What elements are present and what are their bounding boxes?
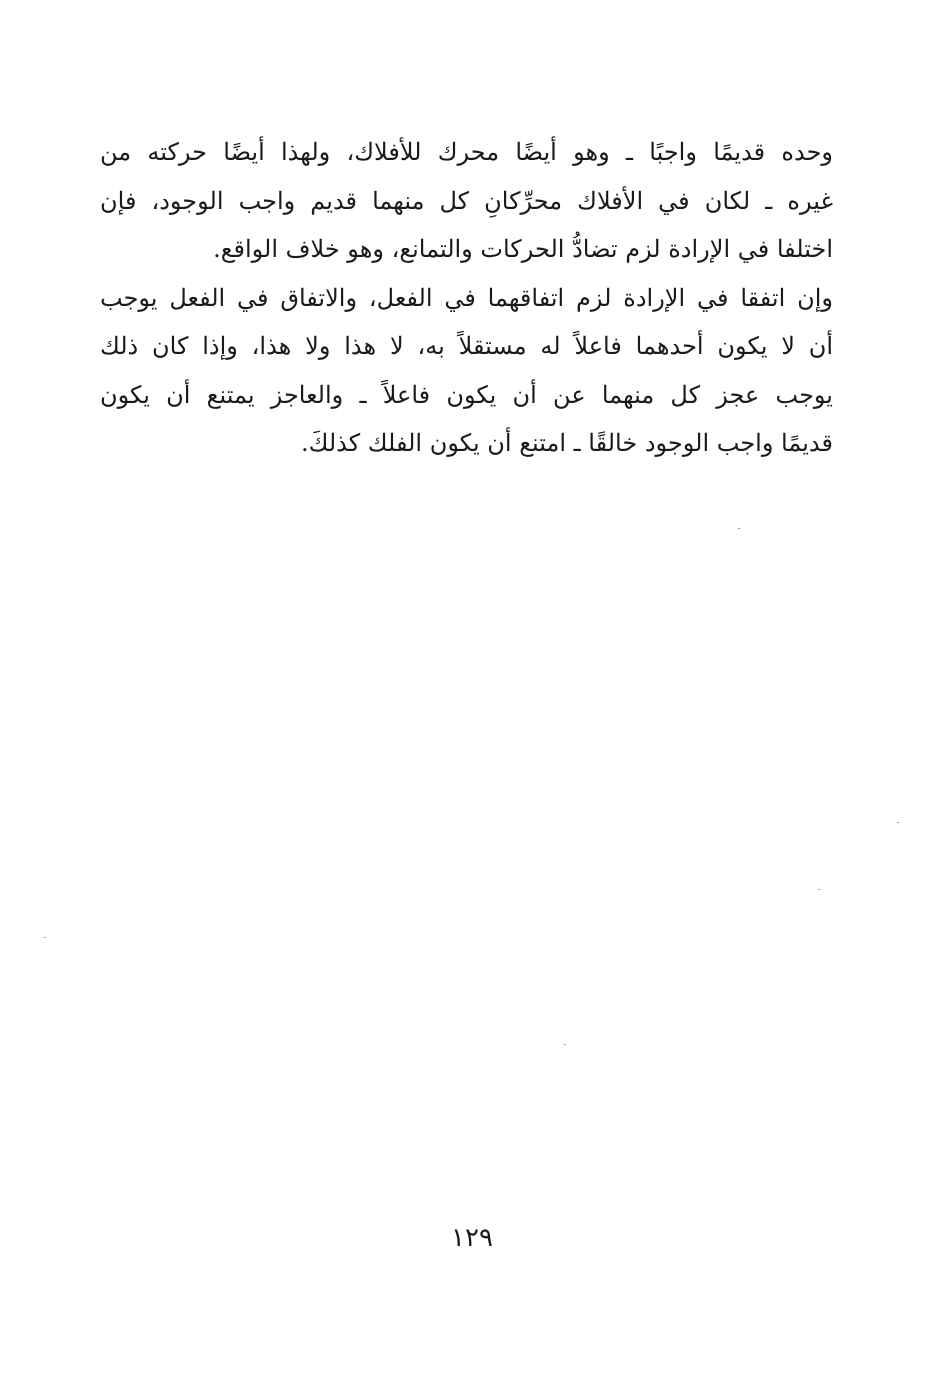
scan-speck [738,528,740,529]
scan-speck [897,822,899,823]
scan-speck [818,889,820,890]
text-line: قديمًا واجب الوجود خالقًا ـ امتنع أن يكون الفلك كذلكَ. [300,429,833,457]
page-number: ١٢٩ [451,1223,493,1253]
text-line: وإن اتفقا في الإرادة لزم اتفاقهما في الفعل، والاتفاق في الفعل يوجب [100,283,833,312]
scan-speck [564,1044,566,1045]
body-text [100,128,833,468]
text-line: وحده قديمًا واجبًا ـ وهو أيضًا محرك للأفلاك، ولهذا أيضًا حركته من [100,138,833,166]
scan-speck [44,937,46,938]
text-line: أن لا يكون أحدهما فاعلاً له مستقلاً به، لا هذا ولا هذا، وإذا كان ذلك [100,332,833,360]
text-line: غيره ـ لكان في الأفلاك محرِّكانِ كل منهما قديم واجب الوجود، فإن [100,186,833,215]
text-line: يوجب عجز كل منهما عن أن يكون فاعلاً ـ والعاجز يمتنع أن يكون [100,380,833,409]
text-line: اختلفا في الإرادة لزم تضادُّ الحركات والتمانع، وهو خلاف الواقع. [213,235,833,263]
